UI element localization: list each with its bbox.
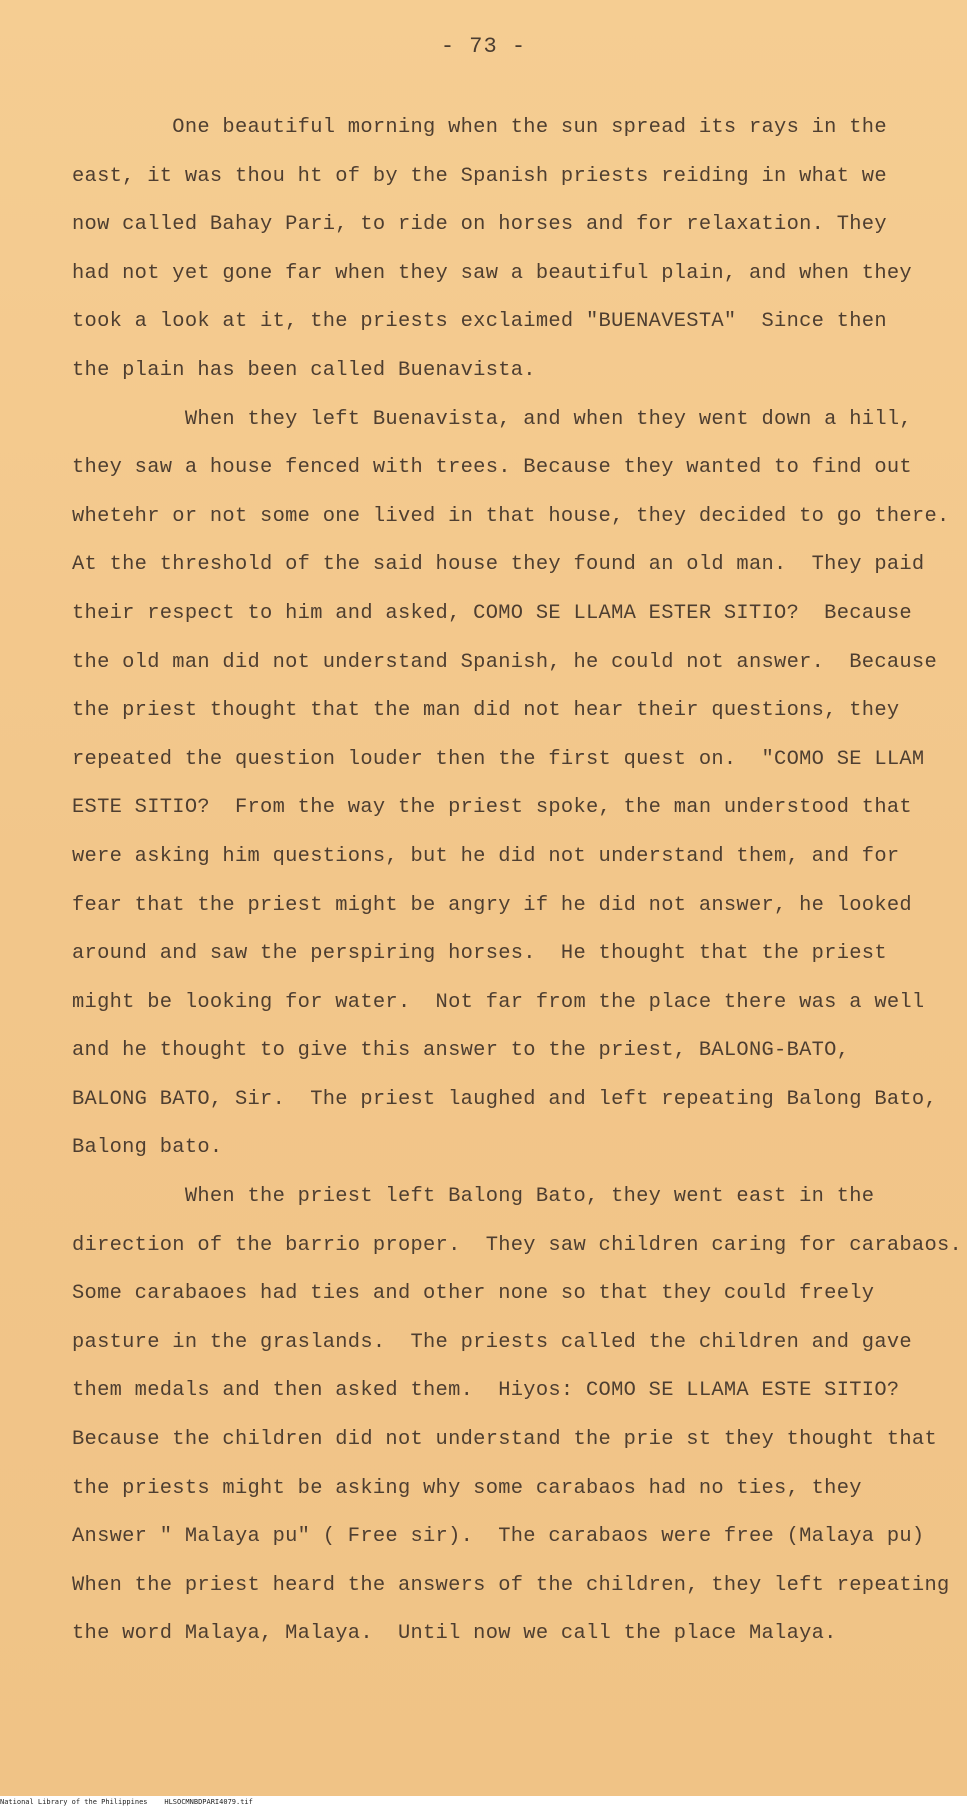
text-line: repeated the question louder then the first quest on. "COMO SE LLAM: [72, 747, 925, 771]
text-line: BALONG BATO, Sir. The priest laughed and left repeating Balong Bato,: [72, 1087, 938, 1111]
text-line: fear that the priest might be angry if he did not answer, he looked: [72, 893, 912, 917]
text-line: the plain has been called Buenavista.: [72, 358, 536, 382]
text-line: Some carabaoes had ties and other none so that they could freely: [72, 1282, 875, 1306]
text-line: One beautiful morning when the sun spread its rays in the: [72, 116, 887, 139]
text-line: pasture in the graslands. The priests called the children and gave: [72, 1330, 912, 1354]
text-line: the word Malaya, Malaya. Until now we call the place Malaya.: [72, 1622, 837, 1646]
text-line: When they left Buenavista, and when they went down a hill,: [72, 407, 912, 431]
text-line: whetehr or not some one lived in that house, they decided to go there.: [72, 504, 950, 528]
text-line: and he thought to give this answer to the priest, BALONG-BATO,: [72, 1039, 850, 1063]
text-line: had not yet gone far when they saw a beautiful plain, and when they: [72, 261, 912, 285]
text-line: the priests might be asking why some carabaos had no ties, they: [72, 1476, 862, 1500]
text-line: took a look at it, the priests exclaimed "BUENAVESTA" Since then: [72, 310, 887, 334]
text-line: them medals and then asked them. Hiyos: COMO SE LLAMA ESTE SITIO?: [72, 1379, 900, 1403]
body-text: [72, 104, 963, 1659]
text-line: direction of the barrio proper. They saw children caring for carabaos.: [72, 1233, 963, 1257]
text-line: they saw a house fenced with trees. Because they wanted to find out: [72, 456, 912, 480]
text-line: the old man did not understand Spanish, he could not answer. Because: [72, 650, 938, 674]
archive-footer: National Library of the Philippines HLSOCMNBDPARI4079.tif: [0, 1796, 967, 1808]
page-number: - 73 -: [440, 34, 527, 59]
text-line: might be looking for water. Not far from the place there was a well: [72, 990, 925, 1014]
text-line: Answer " Malaya pu" ( Free sir). The carabaos were free (Malaya pu): [72, 1525, 925, 1549]
text-line: When the priest left Balong Bato, they went east in the: [72, 1185, 875, 1209]
text-line: At the threshold of the said house they found an old man. They paid: [72, 553, 925, 577]
text-line: east, it was thou ht of by the Spanish priests reiding in what we: [72, 164, 887, 188]
text-line: the priest thought that the man did not hear their questions, they: [72, 699, 900, 723]
text-line: Because the children did not understand the prie st they thought that: [72, 1428, 938, 1452]
paragraph: [72, 396, 950, 1174]
paragraph: [72, 1173, 963, 1659]
paragraph: [72, 104, 932, 396]
text-line: their respect to him and asked, COMO SE LLAMA ESTER SITIO? Because: [72, 601, 912, 625]
text-line: around and saw the perspiring horses. He thought that the priest: [72, 942, 887, 966]
text-line: ESTE SITIO? From the way the priest spoke, the man understood that: [72, 796, 912, 820]
text-line: now called Bahay Pari, to ride on horses and for relaxation. They: [72, 213, 887, 237]
text-line: were asking him questions, but he did not understand them, and for: [72, 844, 900, 868]
text-line: When the priest heard the answers of the children, they left repeating: [72, 1573, 950, 1597]
text-line: Balong bato.: [72, 1136, 223, 1160]
